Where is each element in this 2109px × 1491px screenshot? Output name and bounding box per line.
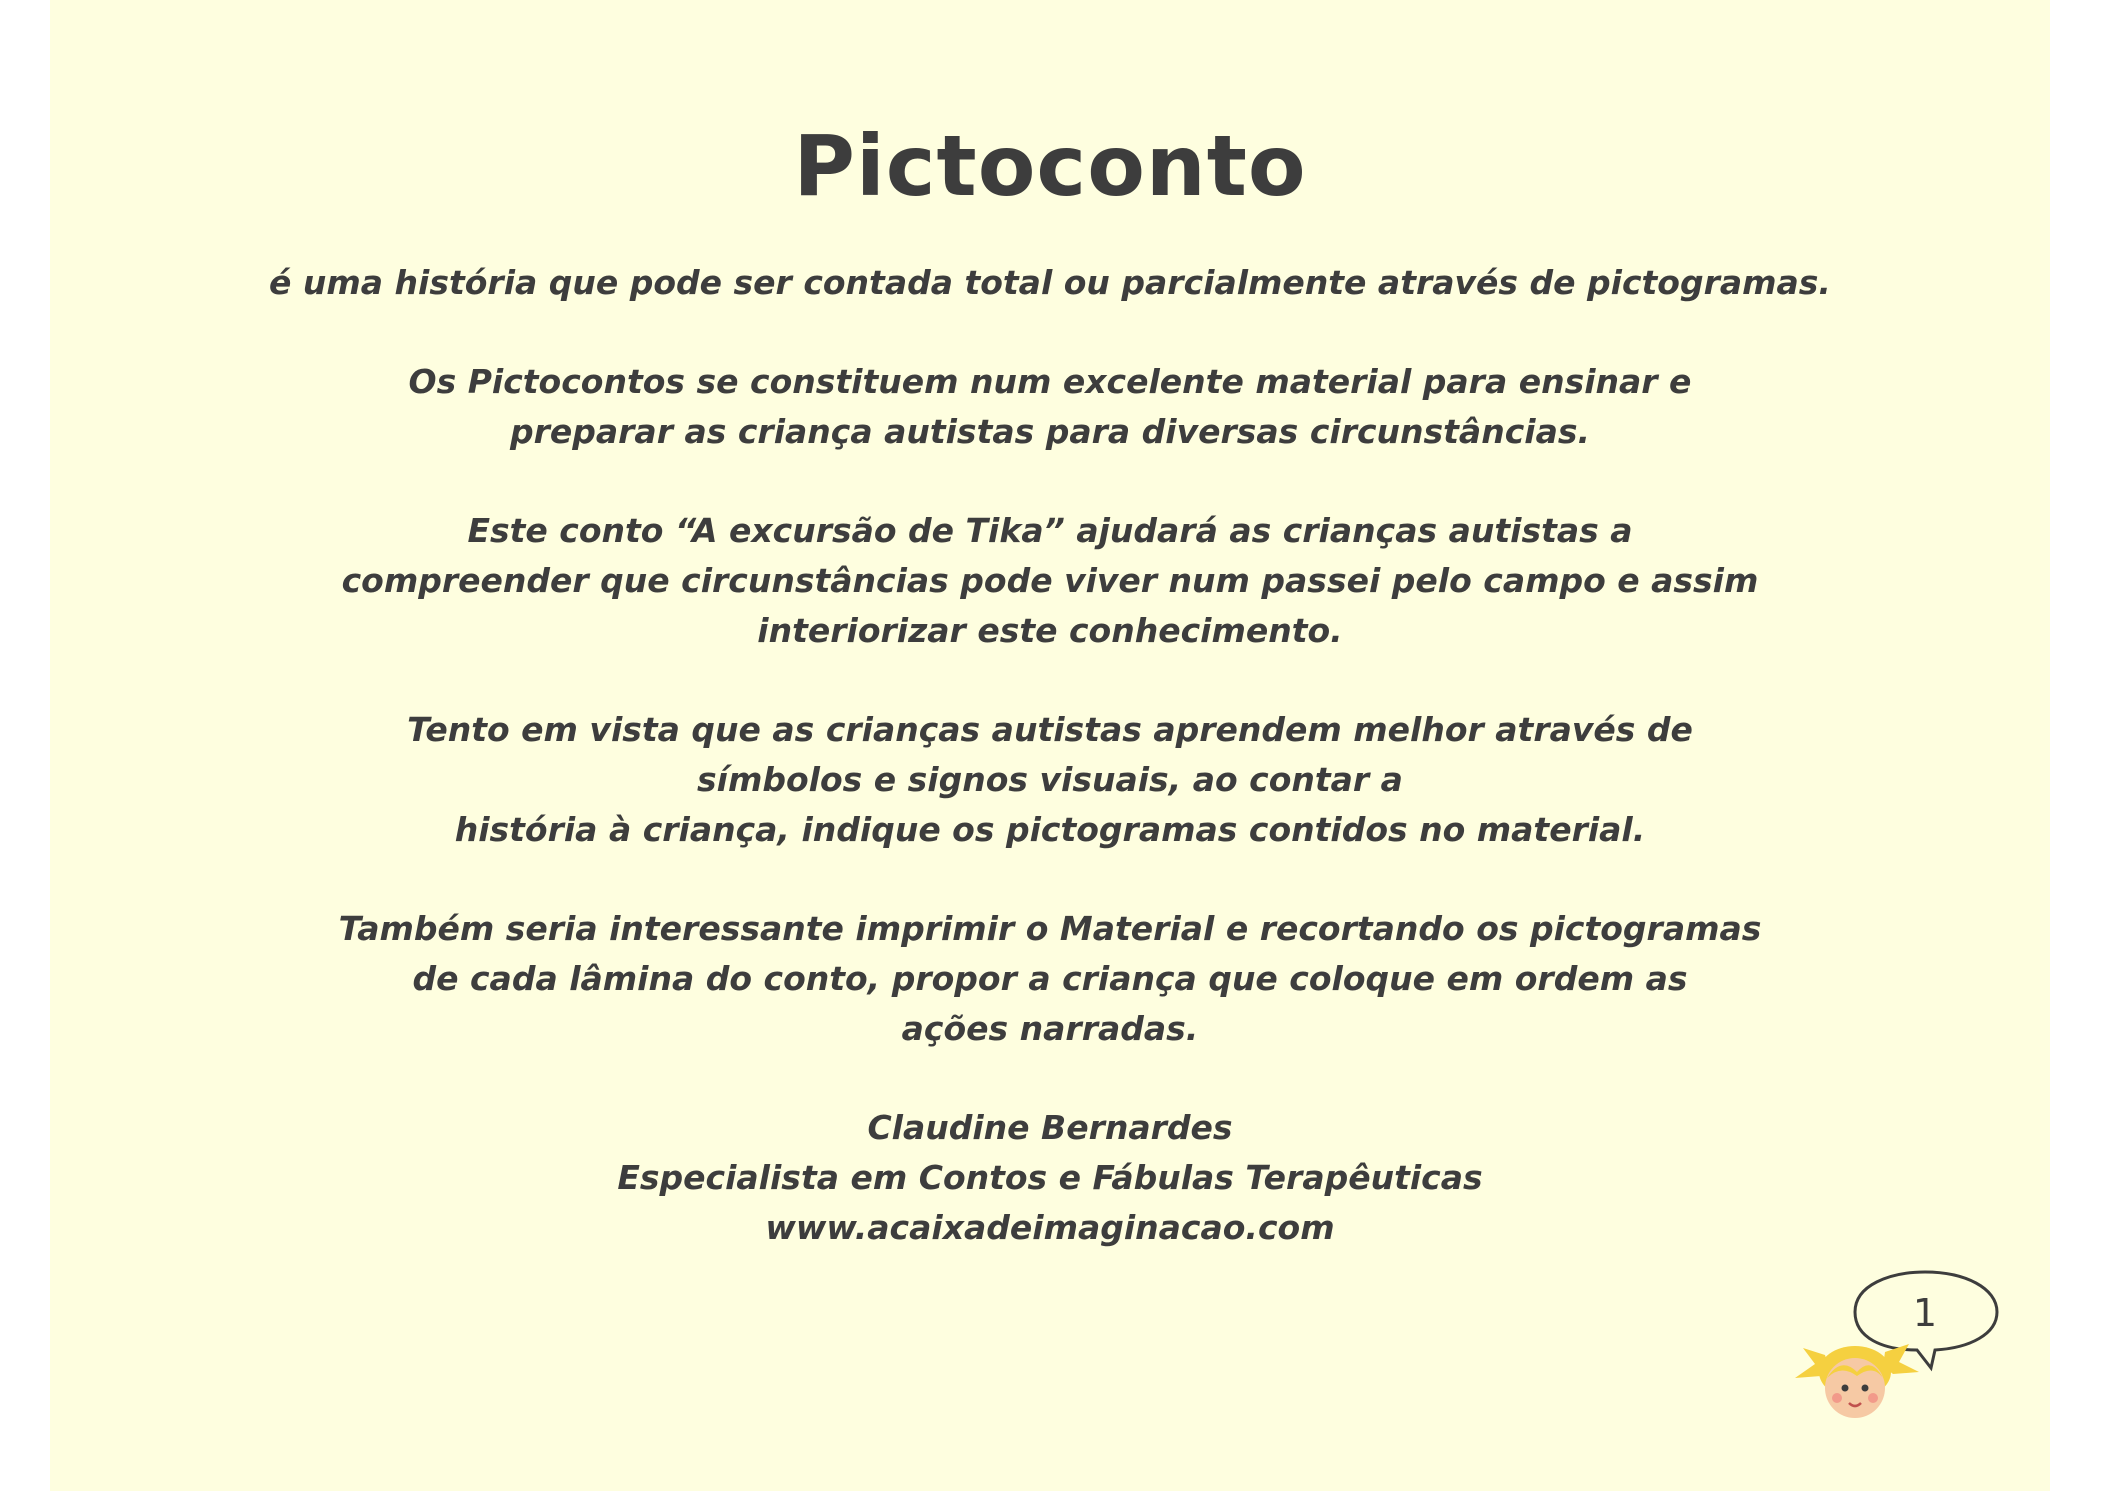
girl-speech-bubble-icon xyxy=(1785,1260,2015,1440)
text-line: símbolos e signos visuais, ao contar a xyxy=(697,760,1403,799)
page xyxy=(50,0,2050,1491)
text-line: é uma história que pode ser contada total ou parcialmente através de pictogramas. xyxy=(269,263,1831,302)
text-line: preparar as criança autistas para diversas circunstâncias. xyxy=(509,412,1591,451)
page-title: Pictoconto xyxy=(793,117,1307,215)
text-line: ações narradas. xyxy=(901,1009,1199,1048)
body-text xyxy=(50,258,2050,1302)
page-number: 1 xyxy=(1912,1291,1938,1335)
text-line: Também seria interessante imprimir o Material e recortando os pictogramas xyxy=(338,909,1762,948)
paragraph-pictocontos xyxy=(50,357,2050,457)
website-link[interactable]: www.acaixadeimaginacao.com xyxy=(765,1208,1335,1247)
signature xyxy=(50,1103,2050,1253)
text-line: Tento em vista que as crianças autistas aprendem melhor através de xyxy=(407,710,1693,749)
text-line: Os Pictocontos se constituem num excelente material para ensinar e xyxy=(408,362,1692,401)
paragraph-visual-learning xyxy=(50,705,2050,855)
author-role: Especialista em Contos e Fábulas Terapêuticas xyxy=(617,1158,1483,1197)
text-line: interiorizar este conhecimento. xyxy=(757,611,1343,650)
text-line: história à criança, indique os pictogramas contidos no material. xyxy=(454,810,1646,849)
paragraph-story xyxy=(50,506,2050,656)
text-line: Este conto “A excursão de Tika” ajudará as crianças autistas a xyxy=(467,511,1633,550)
text-line: de cada lâmina do conto, propor a criança que coloque em ordem as xyxy=(412,959,1688,998)
paragraph-intro xyxy=(50,258,2050,308)
paragraph-activity xyxy=(50,904,2050,1054)
author-name: Claudine Bernardes xyxy=(867,1108,1233,1147)
text-line: compreender que circunstâncias pode viver num passei pelo campo e assim xyxy=(341,561,1759,600)
